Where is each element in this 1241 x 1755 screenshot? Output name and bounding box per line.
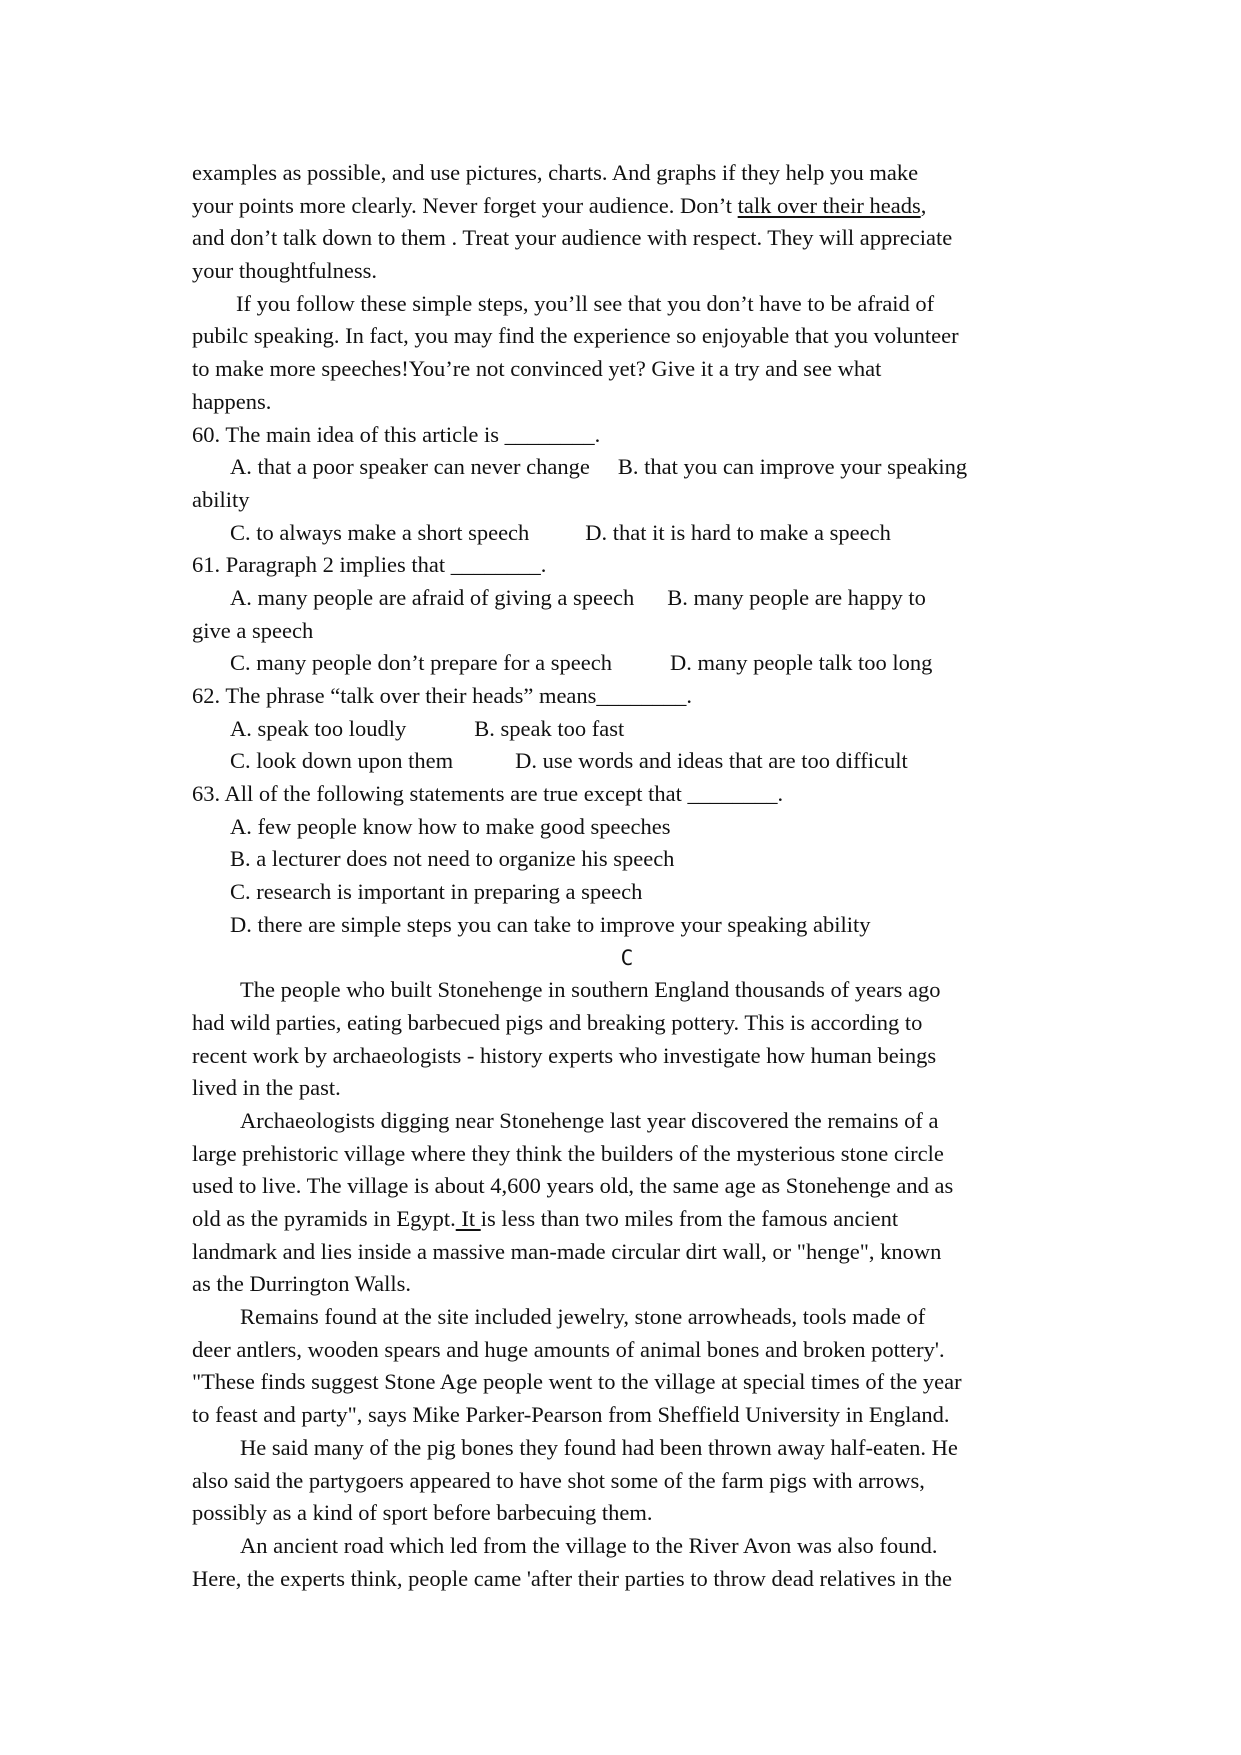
option-wrap: ability — [192, 486, 250, 512]
text-line: recent work by archaeologists - history experts who investigate how human beings — [192, 1042, 937, 1068]
text-line: landmark and lies inside a massive man-made circular dirt wall, or "henge", known — [192, 1238, 942, 1264]
paragraph-first-line: He said many of the pig bones they found had been thrown away half-eaten. He — [240, 1434, 958, 1460]
options-line — [192, 647, 1062, 680]
option-b: B. that you can improve your speaking — [617, 454, 968, 480]
text-fragment: old as the pyramids in Egypt. — [192, 1206, 456, 1231]
question-stem: 63. All of the following statements are true except that ________. — [192, 781, 784, 807]
text-line: happens. — [192, 388, 272, 414]
option-a: A. that a poor speaker can never change — [230, 454, 590, 480]
text-line: examples as possible, and use pictures, charts. And graphs if they help you make — [192, 160, 919, 185]
text-fragment: your points more clearly. Never forget your audience. Don’t — [192, 192, 738, 218]
option-d: D. there are simple steps you can take to improve your speaking ability — [230, 911, 871, 937]
text-fragment: is less than two miles from the famous ancient — [480, 1206, 899, 1231]
options-line — [192, 517, 1062, 550]
text-line — [192, 190, 1062, 223]
text-line: "These finds suggest Stone Age people went to the village at special times of the year — [192, 1369, 962, 1395]
text-line: and don’t talk down to them . Treat your audience with respect. They will appreciate — [192, 225, 953, 251]
option-b: B. speak too fast — [474, 715, 625, 741]
document-page — [192, 157, 1062, 1595]
text-line: lived in the past. — [192, 1075, 341, 1101]
text-line: also said the partygoers appeared to have shot some of the farm pigs with arrows, — [192, 1467, 925, 1493]
text-line — [192, 1203, 1062, 1236]
paragraph-first-line: If you follow these simple steps, you’ll see that you don’t have to be afraid of — [236, 290, 935, 316]
option-wrap: give a speech — [192, 617, 314, 643]
underlined-phrase: talk over their heads — [737, 192, 921, 218]
text-line: deer antlers, wooden spears and huge amounts of animal bones and broken pottery'. — [192, 1336, 945, 1362]
text-line: pubilc speaking. In fact, you may find the experience so enjoyable that you volunteer — [192, 323, 959, 349]
text-line: to feast and party", says Mike Parker-Pearson from Sheffield University in England. — [192, 1402, 950, 1428]
underlined-word: It — [455, 1206, 481, 1231]
paragraph-first-line: An ancient road which led from the village to the River Avon was also found. — [240, 1532, 938, 1558]
option-d: D. many people talk too long — [669, 650, 933, 676]
text-line: possibly as a kind of sport before barbecuing them. — [192, 1500, 653, 1526]
options-line — [192, 582, 1062, 615]
paragraph-first-line: The people who built Stonehenge in southern England thousands of years ago — [240, 977, 941, 1003]
option-c: C. look down upon them — [230, 748, 454, 774]
options-line — [192, 713, 1062, 746]
text-line: large prehistoric village where they think the builders of the mysterious stone circle — [192, 1140, 944, 1166]
option-a: A. few people know how to make good speeches — [230, 813, 671, 839]
options-line — [192, 451, 1062, 484]
text-line: had wild parties, eating barbecued pigs and breaking pottery. This is according to — [192, 1009, 923, 1035]
text-line: used to live. The village is about 4,600 years old, the same age as Stonehenge and as — [192, 1173, 954, 1199]
option-c: C. to always make a short speech — [230, 519, 530, 545]
question-stem: 60. The main idea of this article is ________. — [192, 421, 601, 447]
text-line: to make more speeches!You’re not convinced yet? Give it a try and see what — [192, 356, 882, 382]
option-c: C. research is important in preparing a speech — [230, 879, 643, 905]
text-fragment: , — [920, 192, 927, 218]
text-line: as the Durrington Walls. — [192, 1271, 411, 1297]
option-b: B. a lecturer does not need to organize his speech — [230, 846, 675, 872]
question-stem: 62. The phrase “talk over their heads” means________. — [192, 683, 693, 708]
text-line: Here, the experts think, people came 'after their parties to throw dead relatives in the — [192, 1565, 953, 1591]
paragraph-first-line: Archaeologists digging near Stonehenge last year discovered the remains of a — [240, 1107, 939, 1133]
option-b: B. many people are happy to — [667, 584, 926, 610]
option-a: A. many people are afraid of giving a speech — [230, 584, 635, 610]
paragraph-first-line: Remains found at the site included jewelry, stone arrowheads, tools made of — [240, 1304, 926, 1330]
option-d: D. use words and ideas that are too difficult — [515, 748, 908, 774]
section-heading: C — [620, 945, 634, 970]
option-a: A. speak too loudly — [230, 715, 407, 741]
option-d: D. that it is hard to make a speech — [585, 519, 891, 545]
option-c: C. many people don’t prepare for a speech — [230, 650, 612, 676]
options-line — [192, 745, 1062, 778]
question-stem: 61. Paragraph 2 implies that ________. — [192, 552, 547, 578]
text-line: your thoughtfulness. — [192, 258, 377, 284]
